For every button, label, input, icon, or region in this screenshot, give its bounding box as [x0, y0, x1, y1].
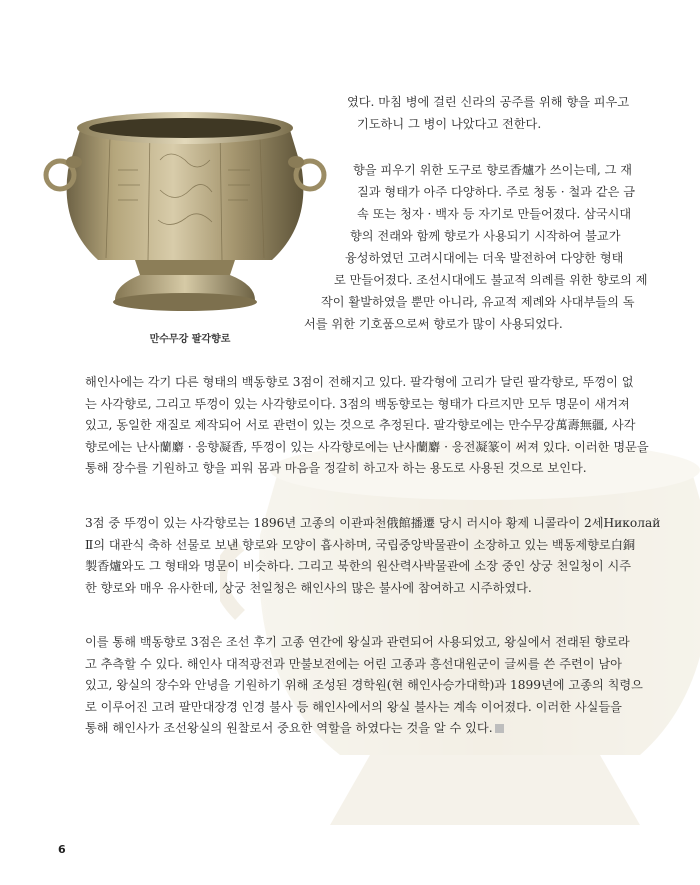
paragraph-3-line: 고 추측할 수 있다. 해인사 대적광전과 만불보전에는 어린 고종과 흥선대원군이 글씨를 쓴 주련이 남아	[85, 656, 622, 671]
paragraph-1-line: 는 사각향로, 그리고 뚜껑이 있는 사각향로이다. 3점의 백동향로는 형태가 다르지만 모두 명문이 새겨져	[85, 396, 630, 411]
paragraph-1-line: 통해 장수를 기원하고 향을 피워 몸과 마음을 정갈히 하고자 하는 용도로 사용된 것으로 보인다.	[85, 461, 587, 475]
incense-burner-photo	[40, 90, 330, 325]
paragraph-2-line: 製香爐와도 그 형태와 명문이 비슷하다. 그리고 북한의 원산력사박물관에 소장 중인 상궁 천일청이 시주	[85, 559, 632, 573]
figure-caption: 만수무강 팔각향로	[149, 334, 231, 345]
paragraph-1-line: 향로에는 난사蘭麝 · 응향凝香, 뚜껑이 있는 사각향로에는 난사蘭麝 · 응전凝篆이 써져 있다. 이러한 명문을	[85, 439, 649, 454]
paragraph-2-line: Ⅱ의 대관식 축하 선물로 보낸 향로와 모양이 흡사하며, 국립중앙박물관이 소장하고 있는 백동제향로白銅	[85, 537, 636, 552]
paragraph-1-line: 있고, 동일한 재질로 제작되어 서로 관련이 있는 것으로 추정된다. 팔각향로에는 만수무강萬壽無疆, 사각	[85, 418, 636, 432]
paragraph-1	[85, 372, 649, 480]
incense-line-1: 향을 피우기 위한 도구로 향로香爐가 쓰이는데, 그 재	[353, 163, 633, 177]
incense-line-6: 로 만들어졌다. 조선시대에도 불교적 의례를 위한 향로의 제	[334, 273, 648, 287]
incense-line-4: 향의 전래와 함께 향로가 사용되기 시작하여 불교가	[350, 229, 621, 243]
end-mark-icon	[495, 724, 504, 733]
paragraph-3-line: 통해 해인사가 조선왕실의 원찰로서 중요한 역할을 하였다는 것을 알 수 있다.	[85, 721, 493, 735]
page-number: 6	[58, 843, 66, 856]
paragraph-2	[85, 513, 661, 599]
incense-line-2: 질과 형태가 아주 다양하다. 주로 청동 · 철과 같은 금	[357, 185, 636, 199]
paragraph-3-line: 있고, 왕실의 장수와 안녕을 기원하기 위해 조성된 경학원(현 해인사승가대학)과 1899년에 고종의 칙령으	[85, 678, 643, 692]
incense-line-7: 작이 활발하였을 뿐만 아니라, 유교적 제례와 사대부들의 독	[321, 295, 635, 309]
incense-line-8: 서를 위한 기호품으로써 향로가 많이 사용되었다.	[304, 317, 563, 331]
paragraph-3-line: 로 이루어진 고려 팔만대장경 인경 불사 등 해인사에서의 왕실 불사는 계속 이어졌다. 이러한 사실들을	[85, 699, 622, 714]
incense-line-3: 속 또는 청자 · 백자 등 자기로 만들어졌다. 삼국시대	[357, 207, 632, 221]
paragraph-2-line: 한 향로와 매우 유사한데, 상궁 천일청은 해인사의 많은 불사에 참여하고 시주하였다.	[85, 580, 532, 595]
paragraph-3-line: 이를 통해 백동향로 3점은 조선 후기 고종 연간에 왕실과 관련되어 사용되었고, 왕실에서 전래된 향로라	[85, 635, 630, 649]
paragraph-3	[85, 632, 645, 740]
incense-line-5: 융성하였던 고려시대에는 더욱 발전하여 다양한 형태	[345, 251, 624, 265]
paragraph-1-line: 해인사에는 각기 다른 형태의 백동향로 3점이 전해지고 있다. 팔각형에 고리가 달린 팔각향로, 뚜껑이 없	[85, 375, 634, 389]
paragraph-2-line: 3점 중 뚜껑이 있는 사각향로는 1896년 고종의 이관파천俄館播遷 당시 러시아 황제 니콜라이 2세Николай	[85, 516, 661, 530]
intro-line-2: 기도하니 그 병이 나았다고 전한다.	[357, 117, 542, 131]
paragraph-3-last-line	[85, 718, 645, 740]
intro-line-1: 였다. 마침 병에 걸린 신라의 공주를 위해 향을 피우고	[347, 95, 630, 109]
